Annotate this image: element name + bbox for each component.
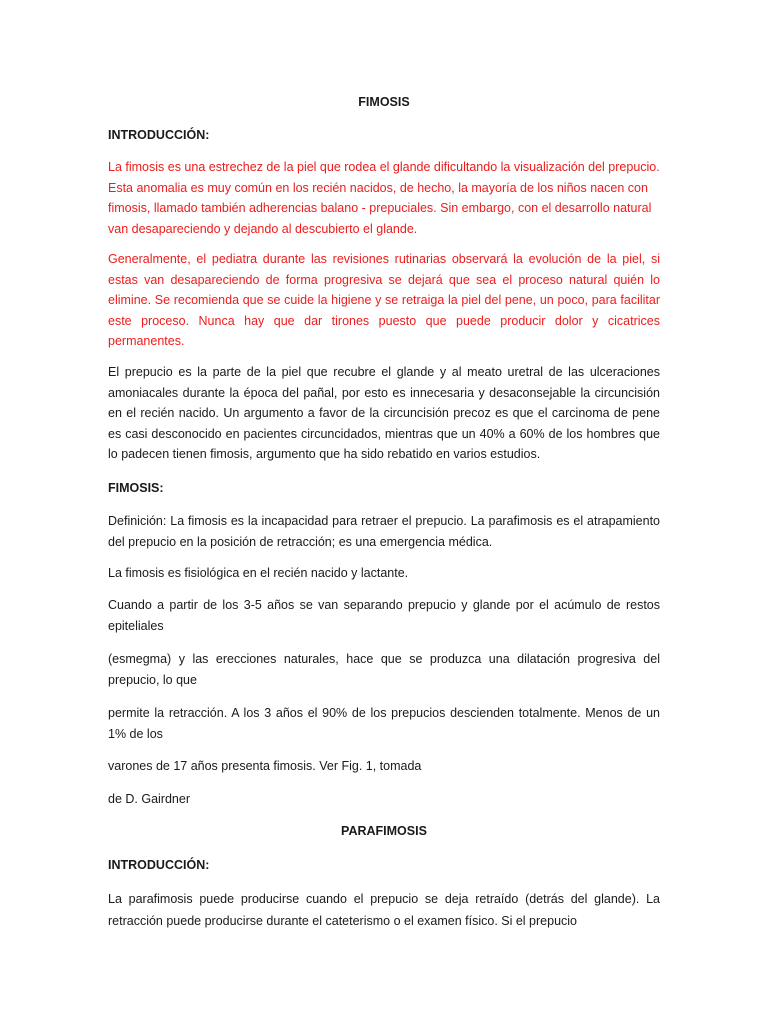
intro-heading-1: INTRODUCCIÓN: xyxy=(108,128,210,142)
intro-paragraph-1: La fimosis es una estrechez de la piel que rodea el glande dificultando la visualización del prepucio. Esta anomalia es muy común en los recién nacidos, de hecho, la mayoría de los niños nacen con fimosis, llamado también adherencias balano - prepuciales. Sin embargo, con el desarrollo natural van desapareciendo y dejando al descubierto el glande. xyxy=(108,160,660,236)
intro-heading-2: INTRODUCCIÓN: xyxy=(108,858,210,872)
title-parafimosis: PARAFIMOSIS xyxy=(341,824,427,838)
intro-paragraph-2: Generalmente, el pediatra durante las revisiones rutinarias observará la evolución de la piel, si estas van desapareciendo de forma progresiva se dejará que sea el proceso natural quién lo elimine. Se recomienda que se cuide la higiene y se retraiga la piel del pene, un poco, para facilitar este proceso. Nunca hay que dar tirones puesto que puede producir dolor y cicatrices permanentes. xyxy=(108,252,660,348)
paragraph-retraction: permite la retracción. A los 3 años el 90% de los prepucios descienden totalmente. Menos de un 1% de los xyxy=(108,706,660,741)
definition-paragraph: Definición: La fimosis es la incapacidad para retraer el prepucio. La parafimosis es el atrapamiento del prepucio en la posición de retracción; es una emergencia médica. xyxy=(108,514,660,549)
physiologic-paragraph: La fimosis es fisiológica en el recién nacido y lactante. xyxy=(108,566,409,580)
intro-paragraph-3: El prepucio es la parte de la piel que recubre el glande y al meato uretral de las ulceraciones amoniacales durante la época del pañal, por esto es innecesaria y desaconsejable la circuncisión en el recién nacido. Un argumento a favor de la circuncisión precoz es que el carcinoma de pene es casi desconocido en pacientes circuncidados, mientras que un 40% a 60% de los hombres que lo padecen tienen fimosis, argumento que ha sido rebatido en varios estudios. xyxy=(108,365,660,461)
fimosis-heading: FIMOSIS: xyxy=(108,481,164,495)
paragraph-gairdner: de D. Gairdner xyxy=(108,792,190,806)
parafimosis-paragraph: La parafimosis puede producirse cuando el prepucio se deja retraído (detrás del glande). La retracción puede producirse durante el cateterismo o el examen físico. Si el prepucio xyxy=(108,892,660,928)
paragraph-varones: varones de 17 años presenta fimosis. Ver Fig. 1, tomada xyxy=(108,759,422,773)
paragraph-3-5-years: Cuando a partir de los 3-5 años se van separando prepucio y glande por el acúmulo de restos epiteliales xyxy=(108,598,660,633)
title-fimosis: FIMOSIS xyxy=(358,95,410,109)
paragraph-esmegma: (esmegma) y las erecciones naturales, hace que se produzca una dilatación progresiva del prepucio, lo que xyxy=(108,652,660,687)
